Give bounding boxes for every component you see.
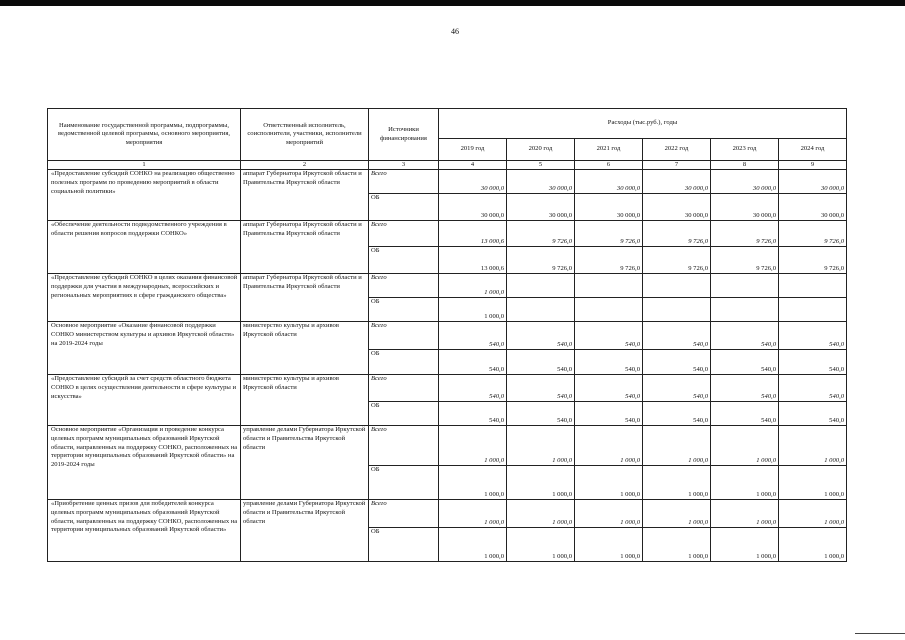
executor-cell: министерство культуры и архивов Иркутской области — [241, 375, 369, 426]
column-number: 9 — [779, 161, 847, 170]
executor-cell: аппарат Губернатора Иркутской области и Правительства Иркутской области — [241, 170, 369, 221]
source-total-label: Всего — [369, 170, 439, 194]
header-year: 2020 год — [507, 139, 575, 161]
ob-value-cell: 540,0 — [575, 402, 643, 426]
executor-cell: управление делами Губернатора Иркутской области и Правительства Иркутской области — [241, 500, 369, 562]
total-value-cell: 1 000,0 — [439, 500, 507, 528]
source-ob-label: ОБ — [369, 402, 439, 426]
total-value-cell: 9 726,0 — [779, 221, 847, 247]
ob-value-cell: 9 726,0 — [575, 247, 643, 274]
ob-value-cell: 30 000,0 — [507, 194, 575, 221]
total-value-cell: 1 000,0 — [711, 426, 779, 466]
executor-cell: управление делами Губернатора Иркутской области и Правительства Иркутской области — [241, 426, 369, 500]
ob-value-cell — [711, 298, 779, 322]
budget-table — [47, 108, 847, 562]
ob-value-cell: 540,0 — [507, 350, 575, 375]
total-value-cell: 30 000,0 — [575, 170, 643, 194]
column-number: 2 — [241, 161, 369, 170]
ob-value-cell: 540,0 — [439, 402, 507, 426]
total-value-cell: 540,0 — [779, 375, 847, 402]
ob-value-cell: 1 000,0 — [643, 528, 711, 562]
source-ob-label: ОБ — [369, 350, 439, 375]
total-value-cell: 1 000,0 — [779, 426, 847, 466]
table-row — [48, 322, 847, 350]
total-value-cell: 540,0 — [507, 375, 575, 402]
ob-value-cell: 9 726,0 — [643, 247, 711, 274]
source-total-label: Всего — [369, 375, 439, 402]
table-row — [48, 170, 847, 194]
total-value-cell: 30 000,0 — [439, 170, 507, 194]
ob-value-cell: 1 000,0 — [711, 528, 779, 562]
total-value-cell: 9 726,0 — [711, 221, 779, 247]
total-value-cell: 540,0 — [507, 322, 575, 350]
total-value-cell: 9 726,0 — [575, 221, 643, 247]
total-value-cell: 1 000,0 — [507, 500, 575, 528]
total-value-cell — [779, 274, 847, 298]
ob-value-cell: 540,0 — [439, 350, 507, 375]
total-value-cell: 540,0 — [779, 322, 847, 350]
ob-value-cell — [575, 298, 643, 322]
executor-cell: министерство культуры и архивов Иркутской области — [241, 322, 369, 375]
program-name-cell: «Приобретение ценных призов для победителей конкурса целевых программ муниципальных образований Иркутской области, направленных на поддержку СОНКО, расположенных на территории муниципальных образований Иркутской области» — [48, 500, 241, 562]
source-ob-label: ОБ — [369, 528, 439, 562]
header-year: 2022 год — [643, 139, 711, 161]
total-value-cell: 1 000,0 — [439, 274, 507, 298]
table-row — [48, 426, 847, 466]
total-value-cell: 9 726,0 — [507, 221, 575, 247]
total-value-cell — [575, 274, 643, 298]
program-name-cell: Основное мероприятие «Оказание финансовой поддержки СОНКО министерством культуры и архивов Иркутской области» на 2019-2024 годы — [48, 322, 241, 375]
total-value-cell: 1 000,0 — [643, 426, 711, 466]
source-ob-label: ОБ — [369, 194, 439, 221]
column-number: 1 — [48, 161, 241, 170]
ob-value-cell: 540,0 — [643, 402, 711, 426]
column-number: 3 — [369, 161, 439, 170]
executor-cell: аппарат Губернатора Иркутской области и Правительства Иркутской области — [241, 221, 369, 274]
ob-value-cell: 1 000,0 — [507, 528, 575, 562]
ob-value-cell: 1 000,0 — [439, 528, 507, 562]
total-value-cell: 30 000,0 — [643, 170, 711, 194]
total-value-cell: 30 000,0 — [507, 170, 575, 194]
total-value-cell: 30 000,0 — [711, 170, 779, 194]
ob-value-cell — [643, 298, 711, 322]
header-expenses: Расходы (тыс.руб.), годы — [439, 109, 847, 139]
ob-value-cell: 540,0 — [711, 350, 779, 375]
total-value-cell: 1 000,0 — [439, 426, 507, 466]
ob-value-cell: 1 000,0 — [711, 466, 779, 500]
total-value-cell: 13 000,6 — [439, 221, 507, 247]
column-number: 4 — [439, 161, 507, 170]
program-name-cell: «Предоставление субсидий за счет средств областного бюджета СОНКО в целях осуществления деятельности в сфере культуры и искусства» — [48, 375, 241, 426]
total-value-cell: 1 000,0 — [575, 500, 643, 528]
table-row — [48, 375, 847, 402]
total-value-cell: 1 000,0 — [779, 500, 847, 528]
ob-value-cell: 9 726,0 — [507, 247, 575, 274]
ob-value-cell: 1 000,0 — [439, 466, 507, 500]
total-value-cell — [711, 274, 779, 298]
header-year: 2021 год — [575, 139, 643, 161]
source-ob-label: ОБ — [369, 466, 439, 500]
ob-value-cell: 540,0 — [507, 402, 575, 426]
column-number: 5 — [507, 161, 575, 170]
column-number: 7 — [643, 161, 711, 170]
page-edge-mark — [855, 633, 905, 634]
ob-value-cell: 1 000,0 — [779, 466, 847, 500]
program-name-cell: Основное мероприятие «Организация и проведение конкурса целевых программ муниципальных образований Иркутской области, направленных на поддержку СОНКО, расположенных на территории муниципальных образований Иркутской области» на 2019-2024 годы — [48, 426, 241, 500]
ob-value-cell: 1 000,0 — [779, 528, 847, 562]
ob-value-cell: 13 000,6 — [439, 247, 507, 274]
total-value-cell: 540,0 — [439, 322, 507, 350]
ob-value-cell: 30 000,0 — [439, 194, 507, 221]
total-value-cell: 540,0 — [575, 375, 643, 402]
header-year: 2023 год — [711, 139, 779, 161]
ob-value-cell: 1 000,0 — [575, 466, 643, 500]
total-value-cell: 540,0 — [643, 322, 711, 350]
ob-value-cell: 9 726,0 — [711, 247, 779, 274]
header-program-name: Наименование государственной программы, подпрограммы, ведомственной целевой программы, основного мероприятия, мероприятия — [48, 109, 241, 161]
source-total-label: Всего — [369, 500, 439, 528]
table-row — [48, 221, 847, 247]
ob-value-cell: 1 000,0 — [643, 466, 711, 500]
header-funding-source: Источники финансирования — [369, 109, 439, 161]
ob-value-cell — [779, 298, 847, 322]
total-value-cell — [507, 274, 575, 298]
ob-value-cell: 540,0 — [575, 350, 643, 375]
program-name-cell: «Предоставление субсидий СОНКО на реализацию общественно полезных программ по проведению мероприятий в области социальной политики» — [48, 170, 241, 221]
total-value-cell: 540,0 — [711, 322, 779, 350]
page-number: 46 — [451, 27, 459, 36]
column-number: 6 — [575, 161, 643, 170]
source-total-label: Всего — [369, 322, 439, 350]
total-value-cell — [643, 274, 711, 298]
total-value-cell: 1 000,0 — [507, 426, 575, 466]
ob-value-cell: 540,0 — [779, 402, 847, 426]
page-top-border — [0, 0, 905, 6]
total-value-cell: 1 000,0 — [575, 426, 643, 466]
ob-value-cell: 540,0 — [779, 350, 847, 375]
total-value-cell: 9 726,0 — [643, 221, 711, 247]
table-body — [48, 170, 847, 562]
ob-value-cell: 540,0 — [711, 402, 779, 426]
total-value-cell: 1 000,0 — [643, 500, 711, 528]
header-year: 2019 год — [439, 139, 507, 161]
ob-value-cell: 30 000,0 — [779, 194, 847, 221]
total-value-cell: 540,0 — [711, 375, 779, 402]
header-executor: Ответственный исполнитель, соисполнители, участники, исполнители мероприятий — [241, 109, 369, 161]
program-name-cell: «Предоставление субсидий СОНКО в целях оказания финансовой поддержки для участия в международных, всероссийских и региональных мероприятиях в сфере гражданского общества» — [48, 274, 241, 322]
ob-value-cell: 540,0 — [643, 350, 711, 375]
ob-value-cell: 1 000,0 — [575, 528, 643, 562]
ob-value-cell — [507, 298, 575, 322]
source-ob-label: ОБ — [369, 298, 439, 322]
executor-cell: аппарат Губернатора Иркутской области и Правительства Иркутской области — [241, 274, 369, 322]
source-total-label: Всего — [369, 274, 439, 298]
total-value-cell: 30 000,0 — [779, 170, 847, 194]
ob-value-cell: 1 000,0 — [439, 298, 507, 322]
ob-value-cell: 9 726,0 — [779, 247, 847, 274]
ob-value-cell: 30 000,0 — [643, 194, 711, 221]
table-row — [48, 500, 847, 528]
column-number: 8 — [711, 161, 779, 170]
source-ob-label: ОБ — [369, 247, 439, 274]
table-row — [48, 274, 847, 298]
ob-value-cell: 30 000,0 — [575, 194, 643, 221]
total-value-cell: 540,0 — [439, 375, 507, 402]
ob-value-cell: 1 000,0 — [507, 466, 575, 500]
source-total-label: Всего — [369, 426, 439, 466]
program-name-cell: «Обеспечение деятельности подведомственного учреждения в области решения вопросов поддержки СОНКО» — [48, 221, 241, 274]
header-year: 2024 год — [779, 139, 847, 161]
total-value-cell: 540,0 — [575, 322, 643, 350]
source-total-label: Всего — [369, 221, 439, 247]
ob-value-cell: 30 000,0 — [711, 194, 779, 221]
total-value-cell: 1 000,0 — [711, 500, 779, 528]
total-value-cell: 540,0 — [643, 375, 711, 402]
